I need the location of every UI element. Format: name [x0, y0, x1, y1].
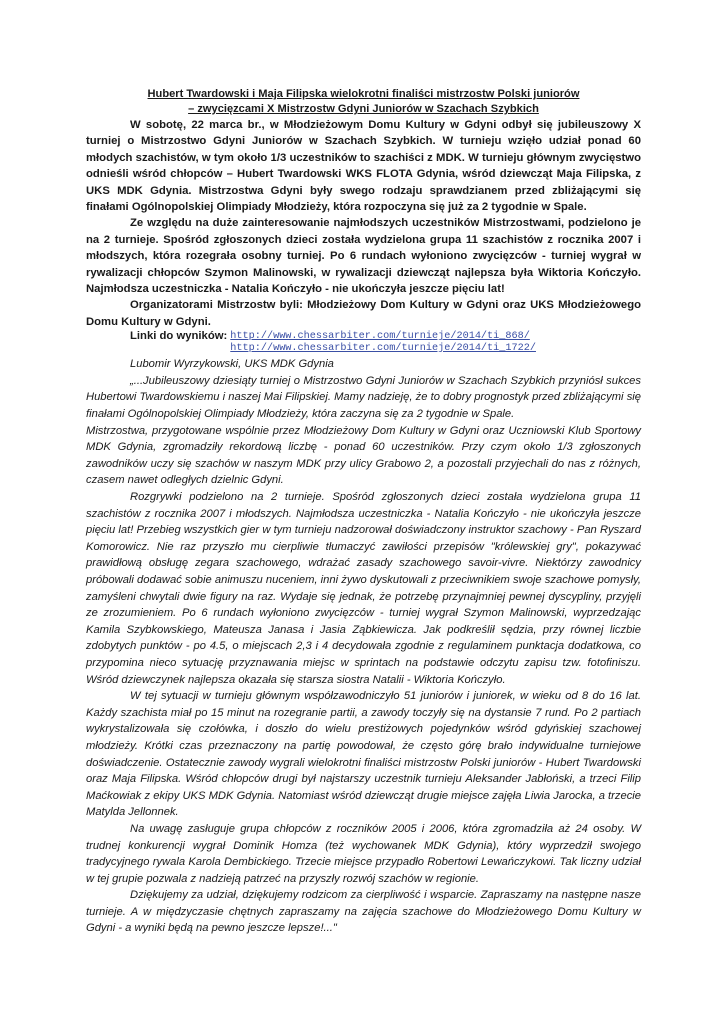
- quote-paragraph-5: Na uwagę zasługuje grupa chłopców z roczników 2005 i 2006, która zgromadziła aż 24 osoby. W trudnej konkurencji wygrał Dominik Homza (też wychowanek MDK Gdynia), który wyprzedził swojego tradycyjnego rywala Karola Dembickiego. Trzecie miejsce przypadło Robertowi Lewańczykowi. Tak liczny udział w tej grupie pozwala z nadzieją patrzeć na przyszły rozwój szachów w regionie.: [86, 822, 641, 885]
- title-line-2: – zwycięzcami X Mistrzostw Gdyni Juniorów w Szachach Szybkich: [188, 103, 539, 115]
- results-links-list: [230, 330, 536, 354]
- results-links: [86, 330, 641, 354]
- author-signature: Lubomir Wyrzykowski, UKS MDK Gdynia: [130, 358, 334, 371]
- results-link-1[interactable]: http://www.chessarbiter.com/turnieje/2014/ti_868/: [230, 331, 530, 343]
- title-line-1: Hubert Twardowski i Maja Filipska wielokrotni finaliści mistrzostw Polski juniorów: [147, 88, 580, 100]
- quote-section: [86, 356, 641, 937]
- quote-paragraph-3: Rozgrywki podzielono na 2 turnieje. Spośród zgłoszonych dzieci została wydzielona grupa 11 szachistów z rocznika 2007 i młodszych. Najmłodsza uczestniczka - Natalia Kończyło - nie ukończyła jeszcze pięciu lat! Przebieg wszystkich gier w tym turnieju nadzorował doświadczony instruktor szachowy - Pan Ryszard Komorowicz. Nie raz przyszło mu cierpliwie tłumaczyć zawiłości przepisów "królewskiej gry", pokazywać prawidłową obsługę zegara szachowego, wdrażać zasady szachowego savoir-vivre. Niektórzy zawodnicy próbowali dodawać sobie animuszu nuceniem, inni żywo dyskutowali z przeciwnikiem swoje szachowe pomysły, zamyśleni chwytali dwie figury na raz. Wydaje się jednak, że potrzebę przynajmniej pewnej dyscypliny, przyjęli ze zrozumieniem. Po 6 rundach wyłoniono zwycięzców - turniej wygrał Szymon Malinowski, wyprzedzając Kamila Szybkowskiego, Mateusza Janasa i Jasia Ząbkiewicza. Jak podkreślił sędzia, przy równej liczbie zdobytych punktów - po 4.5, o miejscach 2,3 i 4 decydowała zgodnie z regulaminem punktacja dodatkowa, co przypomina nieco sytuację przyznawania miejsc w sprintach na podstawie odczytu zapisu tzw. fotofiniszu. Wśród dziewczynek najlepsza okazała się starsza siostra Natalii - Wiktoria Kończyło.: [86, 491, 641, 686]
- results-link-2[interactable]: http://www.chessarbiter.com/turnieje/2014/ti_1722/: [230, 342, 536, 354]
- lead-paragraph-organizers: Organizatorami Mistrzostw byli: Młodzieżowy Dom Kultury w Gdyni oraz UKS Młodzieżowego Domu Kultury w Gdyni.: [86, 299, 641, 328]
- document-title: [86, 87, 641, 117]
- lead-paragraph-2: Ze względu na duże zainteresowanie najmłodszych uczestników Mistrzostwami, podzielono je na 2 turnieje. Spośród zgłoszonych dzieci została wydzielona grupa 11 szachistów z rocznika 2007 i młodszych, która rozegrała osobny turniej. Po 6 rundach wyłoniono zwycięzców - turniej wygrał w rywalizacji chłopców Szymon Malinowski, w rywalizacji dziewcząt najlepsza była Wiktoria Kończyło. Najmłodsza uczestniczka - Natalia Kończyło - nie ukończyła jeszcze pięciu lat!: [86, 217, 641, 296]
- quote-paragraph-1: „...Jubileuszowy dziesiąty turniej o Mistrzostwo Gdyni Juniorów w Szachach Szybkich przyniósł sukces Hubertowi Twardowskiemu i naszej Mai Filipskiej. Mamy nadzieję, że to dobry prognostyk przed zbliżającymi się finałami Ogólnopolskiej Olimpiady Młodzieży, która zaczyna się za 2 tygodnie w Spale.: [86, 374, 641, 421]
- results-links-label: Linki do wyników:: [130, 330, 228, 343]
- quote-paragraph-2: Mistrzostwa, przygotowane wspólnie przez Młodzieżowy Dom Kultury w Gdyni oraz Uczniowski Klub Sportowy MDK Gdynia, zgromadziły rekordową liczbę - ponad 60 uczestników. Przy czym około 1/3 zgłoszonych zawodników uczy się szachów w naszym MDK przy ulicy Grabowo 2, a pozostali przyjechali do nas z różnych, czasem nawet odległych dzielnic Gdyni.: [86, 424, 641, 487]
- quote-paragraph-6: Dziękujemy za udział, dziękujemy rodzicom za cierpliwość i wsparcie. Zapraszamy na następne nasze turnieje. A w międzyczasie chętnych zapraszamy na zajęcia szachowe do Młodzieżowego Domu Kultury w Gdyni - a wyniki będą na pewno jeszcze lepsze!...": [86, 889, 641, 935]
- document-page: [86, 87, 641, 937]
- quote-paragraph-4: W tej sytuacji w turnieju głównym współzawodniczyło 51 juniorów i juniorek, w wieku od 8 do 16 lat. Każdy szachista miał po 15 minut na rozegranie partii, a zawody toczyły się na dystansie 7 rund. Po 2 partiach wykrystalizowała się czołówka, i doszło do wielu prestiżowych pojedynków wśród gdyńskiej szachowej młodzieży. Krótki czas przeznaczony na partię powodował, że często górę brało indywidualne turniejowe doświadczenie. Ostatecznie zawody wygrali wielokrotni finaliści mistrzostw Polski juniorów - Hubert Twardowski oraz Maja Filipska. Wśród chłopców drugi był najstarszy uczestnik turnieju Aleksander Jabłoński, a trzeci Filip Maćkowiak z ekipy UKS MDK Gdynia. Natomiast wśród dziewcząt drugie miejsce zajęła Liwia Jarocka, a trzecie Matylda Jellonnek.: [86, 690, 641, 819]
- lead-section: [86, 117, 641, 330]
- lead-paragraph-1: W sobotę, 22 marca br., w Młodzieżowym Domu Kultury w Gdyni odbył się jubileuszowy X turniej o Mistrzostwo Gdyni Juniorów w Szachach Szybkich. W turnieju wzięło udział ponad 60 młodych szachistów, w tym około 1/3 uczestników to szachiści z MDK. W turnieju głównym zwycięstwo odnieśli wśród chłopców – Hubert Twardowski WKS FLOTA Gdynia, wśród dziewcząt Maja Filipska, z UKS MDK Gdynia. Mistrzostwa Gdyni były swego rodzaju sprawdzianem przed zbliżającymi się finałami Ogólnopolskiej Olimpiady Młodzieży, która rozpoczyna się już za 2 tygodnie w Spale.: [86, 119, 641, 214]
